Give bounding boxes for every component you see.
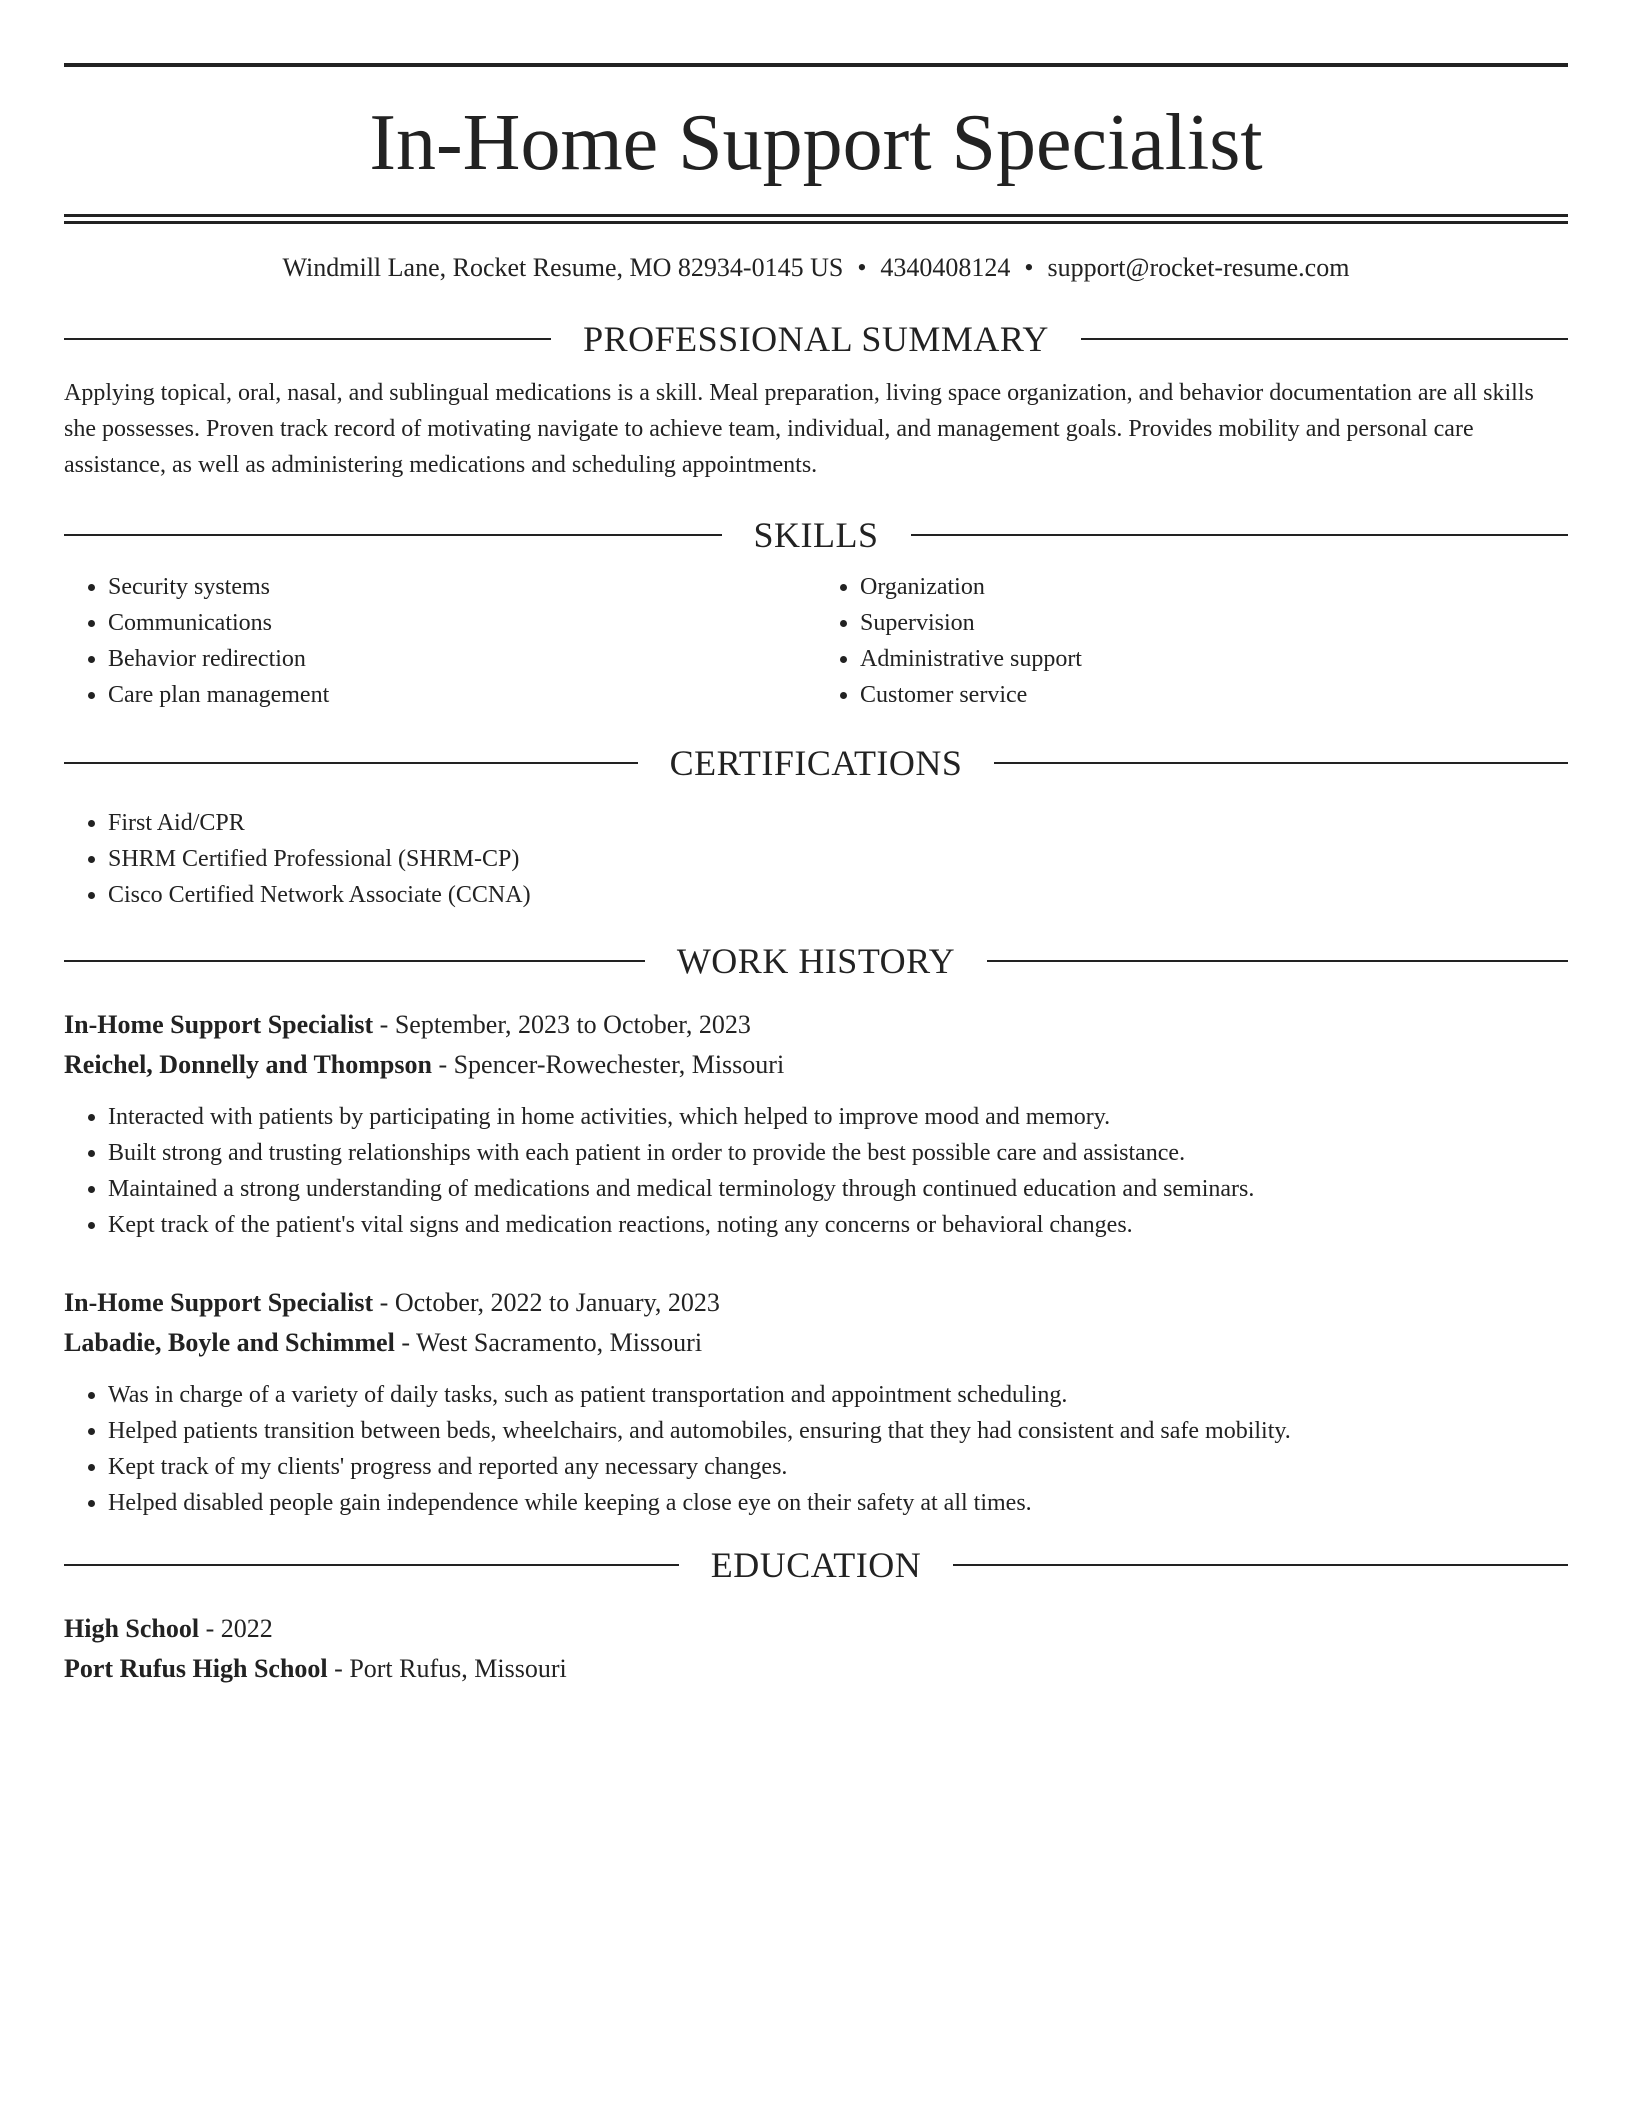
skills-heading-label: SKILLS [753,515,879,555]
job-company-line [64,1045,1568,1085]
job-location: - West Sacramento, Missouri [394,1328,703,1357]
summary-heading [64,317,1568,361]
certification-item: • Cisco Certified Network Associate (CCNA) [108,877,1568,913]
education-degree: High School [64,1614,200,1643]
job-bullet: • Helped disabled people gain independence while keeping a close eye on their safety at all times. [108,1485,1568,1521]
education-year: - 2022 [199,1614,273,1643]
summary-text: Applying topical, oral, nasal, and sublingual medications is a skill. Meal preparation, living space organization, and behavior documentation are all skills she possesses. Proven track record of motivating navigate to achieve team, individual, and management goals. Provides mobility and personal care assistance, as well as administering medications and scheduling appointments. [64,380,1534,478]
heading-rule-right [911,534,1569,536]
job-company: Reichel, Donnelly and Thompson [64,1050,432,1079]
certifications-list [64,805,1568,913]
education-school-line [64,1649,1568,1689]
education-entry [64,1609,1568,1689]
job-bullet: • Kept track of the patient's vital signs and medication reactions, noting any concerns or behavioral changes. [108,1207,1568,1243]
job-location: - Spencer-Rowechester, Missouri [431,1050,785,1079]
job-bullet: • Built strong and trusting relationships with each patient in order to provide the best possible care and assistance. [108,1135,1568,1171]
certification-item: • First Aid/CPR [108,805,1568,841]
job-dates: - September, 2023 to October, 2023 [373,1010,751,1039]
education-school: Port Rufus High School [64,1654,328,1683]
job-entry [64,1283,1568,1521]
heading-rule-right [953,1564,1568,1566]
resume-title: In-Home Support Specialist [369,99,1263,187]
skills-list-right [816,569,1568,713]
contact-separator: • [1024,253,1034,282]
job-bullet: • Kept track of my clients' progress and reported any necessary changes. [108,1449,1568,1485]
summary-heading-label: PROFESSIONAL SUMMARY [583,319,1049,359]
contact-line [64,251,1568,285]
heading-rule-left [64,1564,679,1566]
skill-item: • Care plan management [108,677,816,713]
job-bullets [64,1377,1568,1521]
education-heading-label: EDUCATION [710,1545,922,1585]
top-rule [64,63,1568,67]
job-company-line [64,1323,1568,1363]
heading-rule-left [64,960,645,962]
certifications-heading [64,741,1568,785]
skill-item: • Customer service [860,677,1568,713]
certifications-heading-label: CERTIFICATIONS [669,743,963,783]
work-history-heading-label: WORK HISTORY [676,941,956,981]
skill-item: • Communications [108,605,816,641]
job-title: In-Home Support Specialist [64,1288,374,1317]
skills-heading [64,513,1568,557]
work-history-heading [64,939,1568,983]
job-bullet: • Helped patients transition between beds, wheelchairs, and automobiles, ensuring that they had consistent and safe mobility. [108,1413,1568,1449]
job-company: Labadie, Boyle and Schimmel [64,1328,395,1357]
heading-rule-right [994,762,1568,764]
job-bullet: • Maintained a strong understanding of medications and medical terminology through continued education and seminars. [108,1171,1568,1207]
contact-separator: • [857,253,867,282]
skill-item: • Security systems [108,569,816,605]
title-double-rule [64,214,1568,224]
job-bullets [64,1099,1568,1243]
heading-rule-right [1081,338,1568,340]
contact-phone: 4340408124 [880,253,1011,282]
job-title: In-Home Support Specialist [64,1010,374,1039]
heading-rule-left [64,762,638,764]
skills-columns [64,557,1568,713]
job-dates: - October, 2022 to January, 2023 [373,1288,720,1317]
education-degree-line [64,1609,1568,1649]
heading-rule-left [64,534,722,536]
heading-rule-right [987,960,1568,962]
contact-address: Windmill Lane, Rocket Resume, MO 82934-0145 US [282,253,844,282]
education-location: - Port Rufus, Missouri [327,1654,567,1683]
heading-rule-left [64,338,551,340]
job-entry [64,1005,1568,1243]
skills-list-left [64,569,816,713]
contact-email[interactable]: support@rocket-resume.com [1047,253,1350,282]
job-bullet: • Was in charge of a variety of daily tasks, such as patient transportation and appointment scheduling. [108,1377,1568,1413]
skill-item: • Behavior redirection [108,641,816,677]
education-heading [64,1543,1568,1587]
skill-item: • Supervision [860,605,1568,641]
skill-item: • Organization [860,569,1568,605]
skill-item: • Administrative support [860,641,1568,677]
job-bullet: • Interacted with patients by participating in home activities, which helped to improve mood and memory. [108,1099,1568,1135]
job-title-line [64,1005,1568,1045]
resume-page [64,0,1568,1689]
certification-item: • SHRM Certified Professional (SHRM-CP) [108,841,1568,877]
job-title-line [64,1283,1568,1323]
